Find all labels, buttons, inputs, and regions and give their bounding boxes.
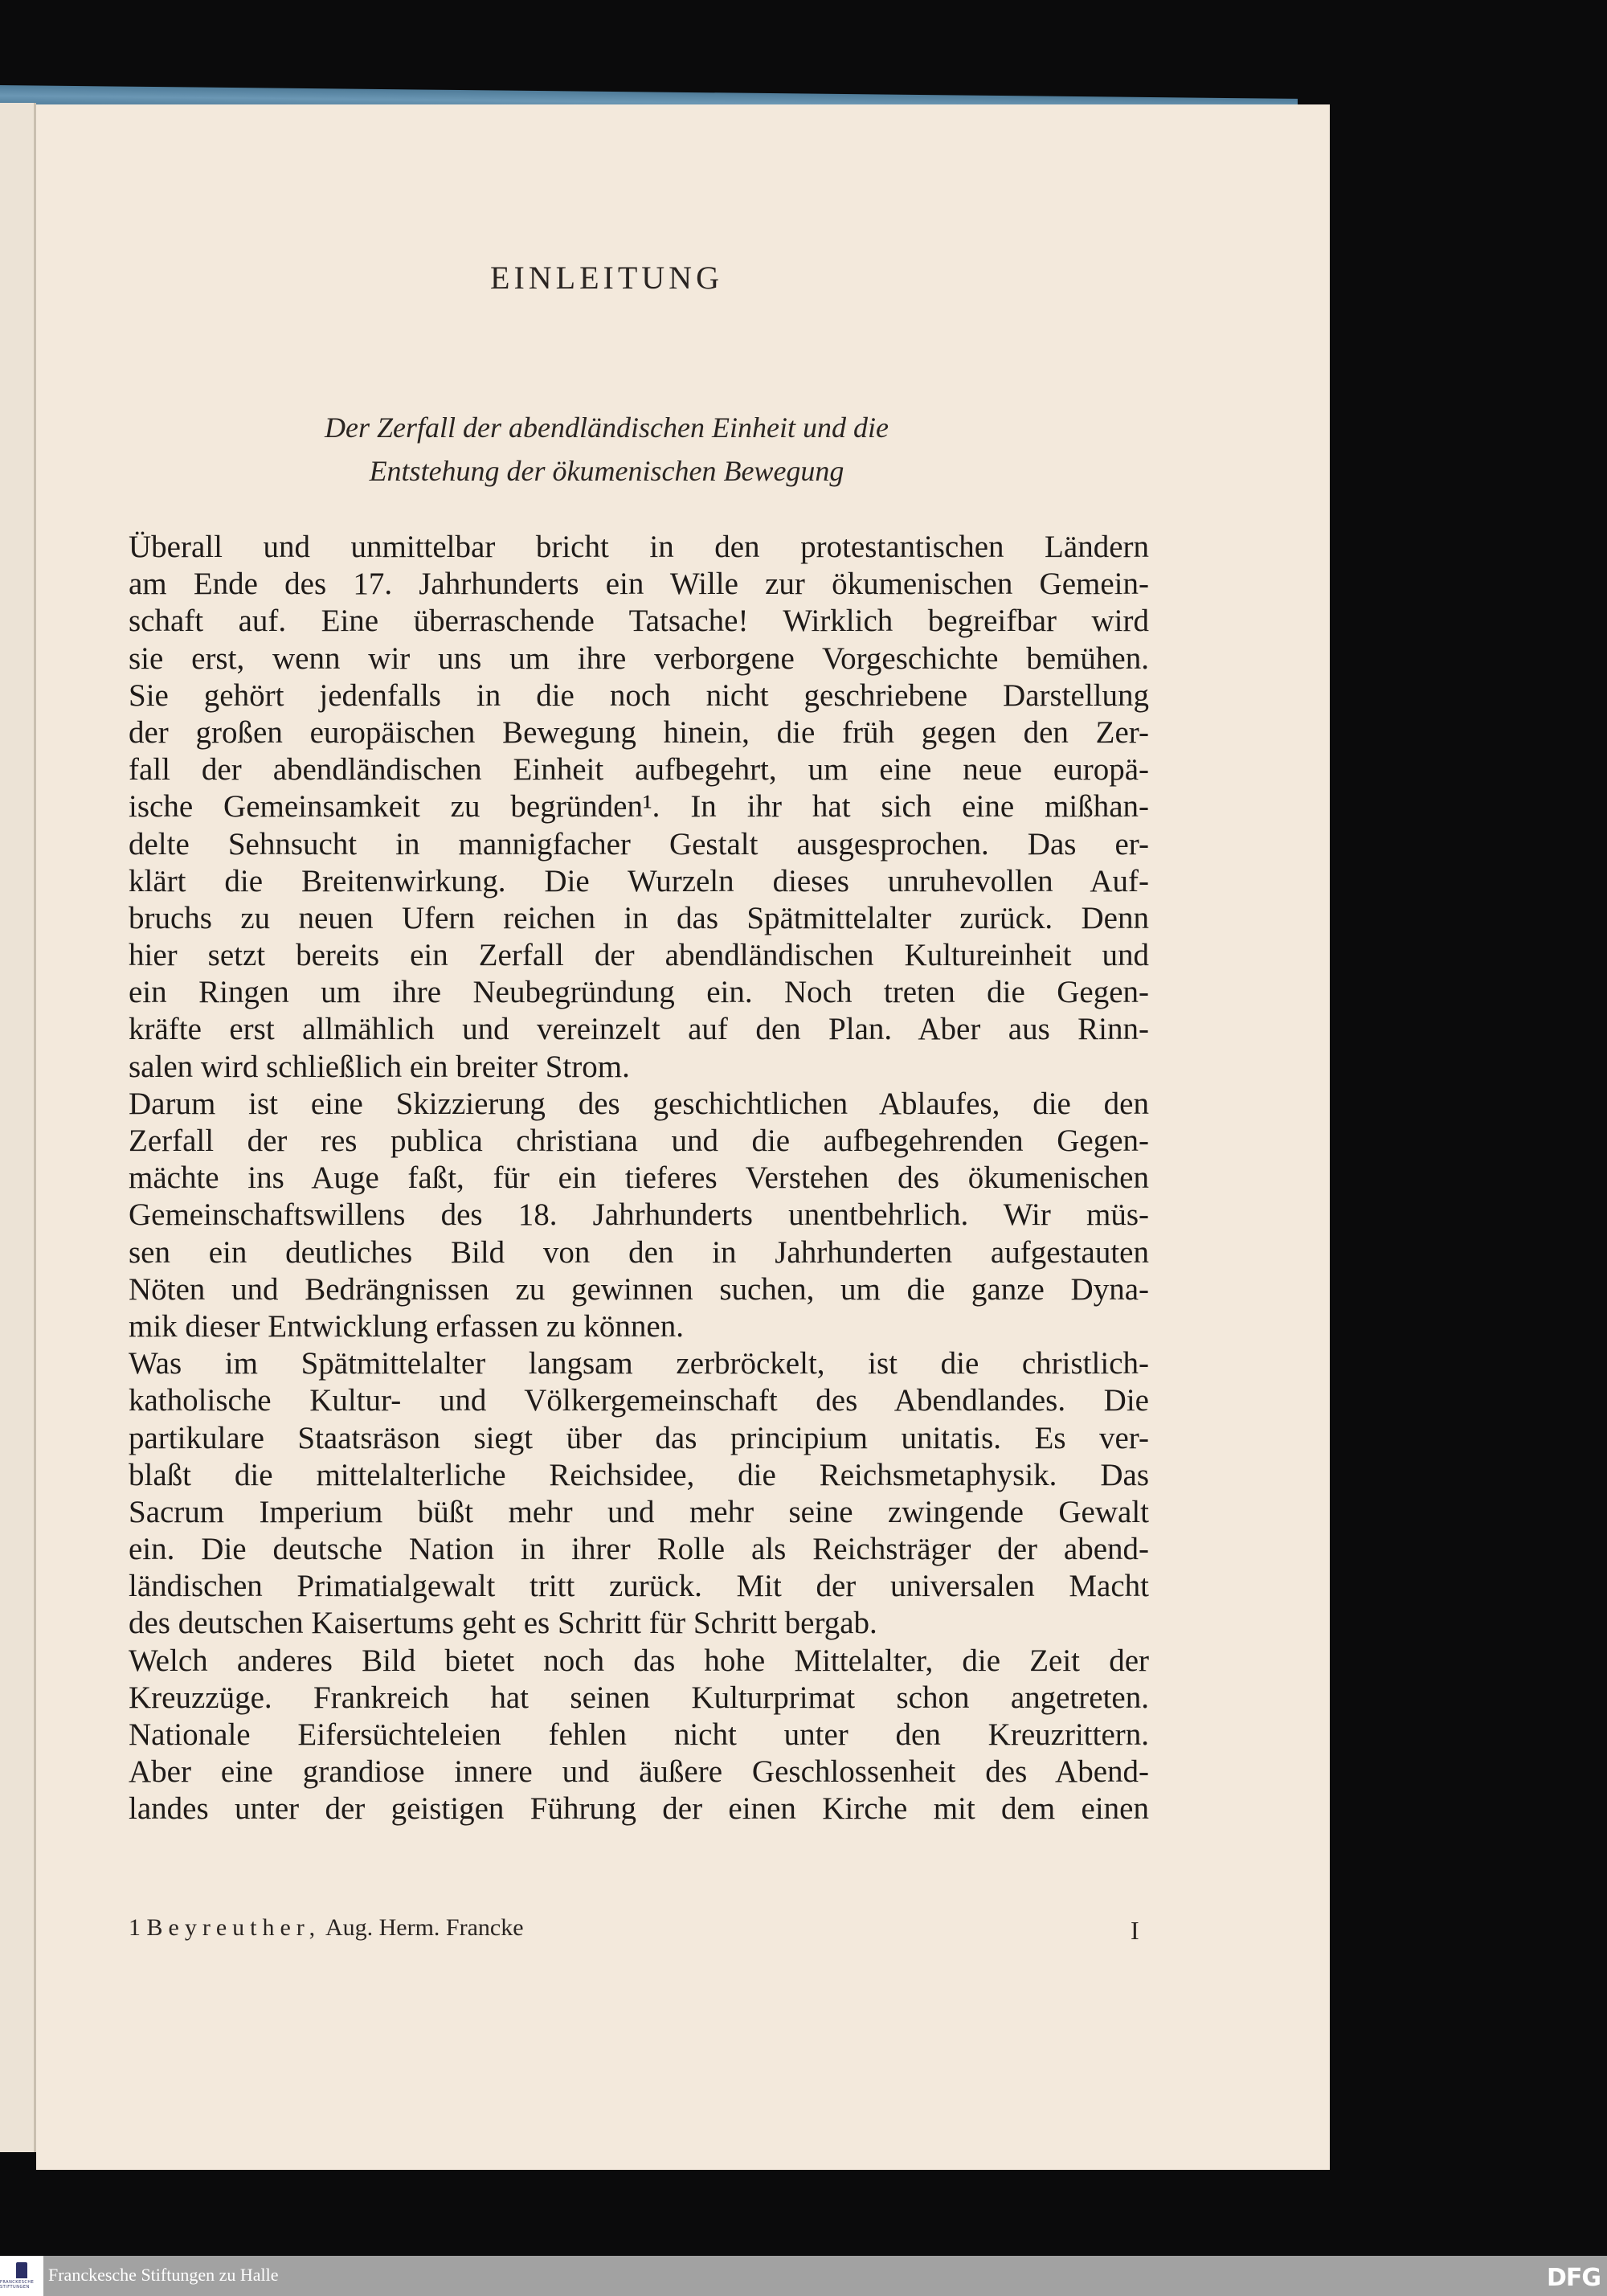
text-line: sen ein deutliches Bild von den in Jahrhunderten aufgestauten bbox=[129, 1234, 1149, 1270]
viewer-footer-bar bbox=[0, 2256, 1607, 2296]
adjacent-page-edge bbox=[0, 103, 36, 2152]
text-line: Sie gehört jedenfalls in die noch nicht geschriebene Darstellung bbox=[129, 677, 1149, 713]
text-line: klärt die Breitenwirkung. Die Wurzeln dieses unruhevollen Auf- bbox=[129, 863, 1149, 898]
institution-name[interactable]: Franckesche Stiftungen zu Halle bbox=[48, 2265, 279, 2285]
text-line: Gemeinschaftswillens des 18. Jahrhunderts unentbehrlich. Wir müs- bbox=[129, 1197, 1149, 1233]
text-line: salen wird schließlich ein breiter Strom. bbox=[129, 1049, 630, 1084]
text-line: Nationale Eifersüchteleien fehlen nicht unter den Kreuzrittern. bbox=[129, 1717, 1149, 1752]
dfg-logo[interactable]: DFG bbox=[1546, 2264, 1601, 2292]
text-line: Welch anderes Bild bietet noch das hohe Mittelalter, die Zeit der bbox=[129, 1643, 1149, 1678]
text-line: Kreuzzüge. Frankreich hat seinen Kulturprimat schon angetreten. bbox=[129, 1680, 1149, 1715]
text-line: delte Sehnsucht in mannigfacher Gestalt ausgesprochen. Das er- bbox=[129, 826, 1149, 862]
text-line: ein. Die deutsche Nation in ihrer Rolle als Reichsträger der abend- bbox=[129, 1532, 1149, 1567]
footnote-author: Beyreuther, bbox=[146, 1914, 321, 1941]
text-line: Was im Spätmittelalter langsam zerbröckelt, ist die christlich- bbox=[129, 1346, 1149, 1381]
text-line: kräfte erst allmählich und vereinzelt auf den Plan. Aber aus Rinn- bbox=[129, 1012, 1149, 1047]
paragraph bbox=[129, 1086, 1149, 1345]
text-line: des deutschen Kaisertums geht es Schritt für Schritt bergab. bbox=[129, 1606, 877, 1641]
text-line: bruchs zu neuen Ufern reichen in das Spätmittelalter zurück. Denn bbox=[129, 900, 1149, 935]
subtitle-line: Entstehung der ökumenischen Bewegung bbox=[369, 455, 844, 487]
text-line: Überall und unmittelbar bricht in den protestantischen Ländern bbox=[129, 530, 1149, 564]
text-line: landes unter der geistigen Führung der einen Kirche mit dem einen bbox=[129, 1791, 1149, 1827]
text-line: am Ende des 17. Jahrhunderts ein Wille zur ökumenischen Gemein- bbox=[129, 567, 1149, 602]
chapter-heading: EINLEITUNG bbox=[490, 260, 723, 296]
subtitle-line: Der Zerfall der abendländischen Einheit und die bbox=[325, 411, 889, 444]
text-line: ein Ringen um ihre Neubegründung ein. Noch treten die Gegen- bbox=[129, 975, 1149, 1010]
footnote bbox=[129, 1914, 524, 1942]
text-line: der großen europäischen Bewegung hinein, die früh gegen den Zer- bbox=[129, 714, 1149, 750]
text-line: mik dieser Entwicklung erfassen zu können. bbox=[129, 1308, 684, 1344]
text-line: hier setzt bereits ein Zerfall der abendländischen Kultureinheit und bbox=[129, 938, 1149, 973]
text-line: mächte ins Auge faßt, für ein tieferes Verstehen des ökumenischen bbox=[129, 1160, 1149, 1196]
paragraph bbox=[129, 1345, 1149, 1643]
text-line: fall der abendländischen Einheit aufbegehrt, um eine neue europä- bbox=[129, 752, 1149, 788]
text-line: katholische Kultur- und Völkergemeinschaft des Abendlandes. Die bbox=[129, 1383, 1149, 1418]
institution-logo[interactable] bbox=[0, 2256, 43, 2296]
paragraph bbox=[129, 1643, 1149, 1828]
francke-statue-icon bbox=[16, 2262, 27, 2278]
text-line: sie erst, wenn wir uns um ihre verborgene Vorgeschichte bemühen. bbox=[129, 641, 1149, 676]
text-line: blaßt die mittelalterliche Reichsidee, die Reichsmetaphysik. Das bbox=[129, 1457, 1149, 1492]
text-line: ländischen Primatialgewalt tritt zurück. Mit der universalen Macht bbox=[129, 1569, 1149, 1604]
text-line: Darum ist eine Skizzierung des geschichtlichen Ablaufes, die den bbox=[129, 1086, 1149, 1121]
footnote-number: 1 bbox=[129, 1914, 141, 1941]
book-page bbox=[36, 104, 1330, 2170]
body-text bbox=[129, 529, 1149, 1828]
text-line: Sacrum Imperium büßt mehr und mehr seine zwingende Gewalt bbox=[129, 1494, 1149, 1529]
text-line: Nöten und Bedrängnissen zu gewinnen suchen, um die ganze Dyna- bbox=[129, 1271, 1149, 1307]
text-line: ische Gemeinsamkeit zu begründen¹. In ihr hat sich eine mißhan- bbox=[129, 789, 1149, 825]
logo-caption: FRANCKESCHE STIFTUNGEN bbox=[0, 2280, 35, 2290]
text-line: schaft auf. Eine überraschende Tatsache! Wirklich begreifbar wird bbox=[129, 604, 1149, 639]
footnote-title: Aug. Herm. Francke bbox=[325, 1914, 524, 1941]
page-number: I bbox=[1131, 1916, 1139, 1945]
paragraph bbox=[129, 529, 1149, 1086]
text-line: Aber eine grandiose innere und äußere Geschlossenheit des Abend- bbox=[129, 1754, 1149, 1790]
text-line: Zerfall der res publica christiana und die aufbegehrenden Gegen- bbox=[129, 1123, 1149, 1158]
text-line: partikulare Staatsräson siegt über das principium unitatis. Es ver- bbox=[129, 1420, 1149, 1455]
chapter-subtitle bbox=[36, 406, 1177, 493]
